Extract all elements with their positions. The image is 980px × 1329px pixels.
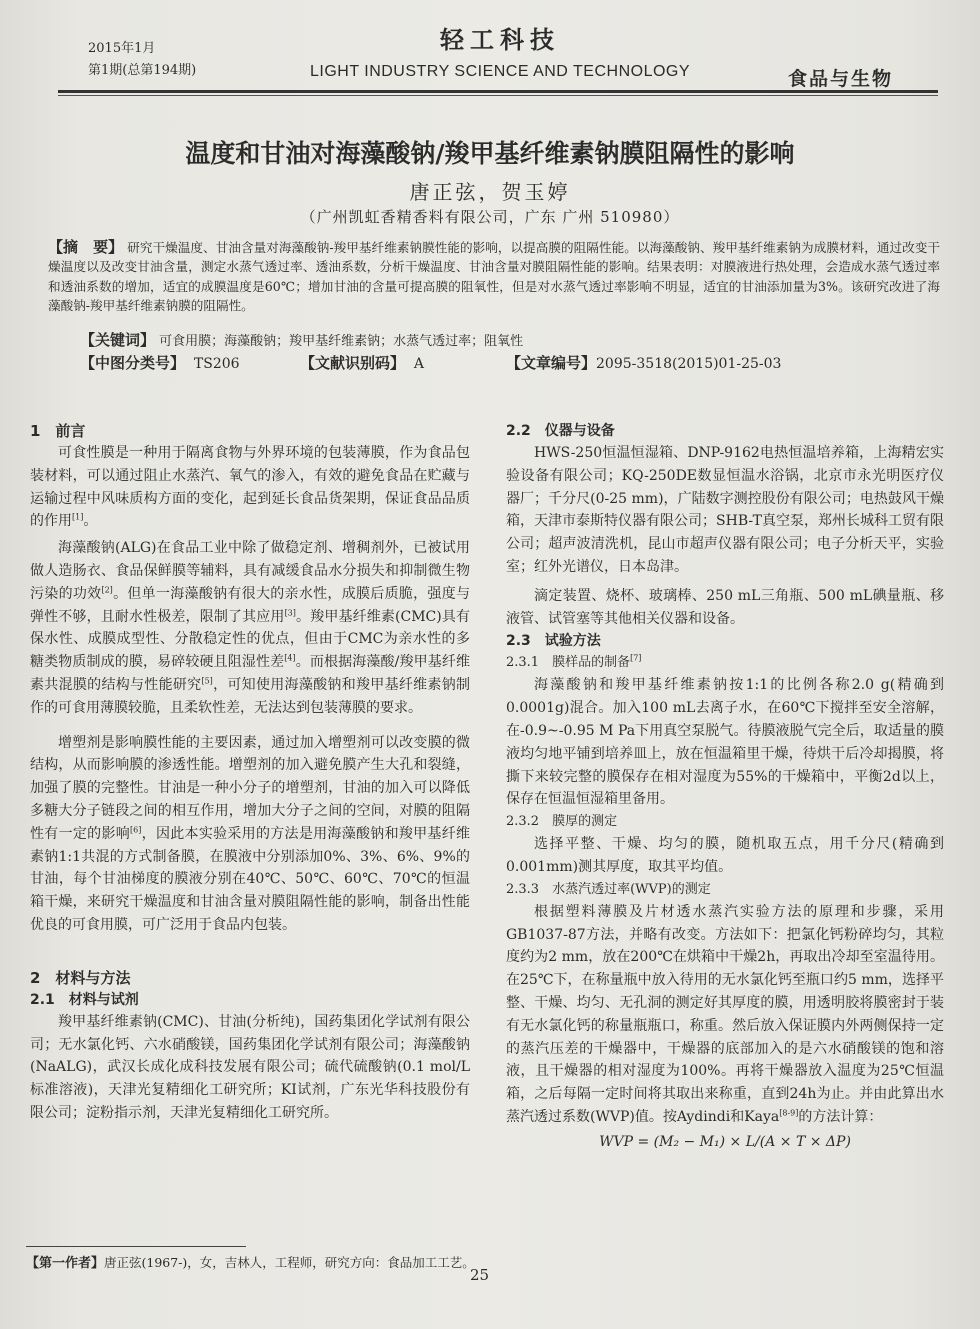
abstract-label: 【摘 要】: [48, 238, 124, 256]
paragraph-text: 海藻酸钠(ALG)在食品工业中除了做稳定剂、增稠剂外，已被试用做人造肠衣、食品保鲜膜等辅料，具有减缓食品水分损失和抑制微生物污染的功效: [30, 540, 470, 602]
clc-code: [80, 352, 240, 373]
article-number-label: 【文章编号】: [506, 354, 597, 372]
intro-paragraph-2: [30, 537, 470, 719]
doc-code-label: 【文献识别码】: [300, 354, 406, 372]
journal-name-cn: 轻工科技: [440, 25, 560, 54]
citation-ref: [5]: [201, 676, 213, 686]
article-authors: 唐正弦，贺玉婷: [409, 180, 571, 204]
section-heading-intro: 1 前言: [30, 422, 86, 440]
paragraph-text: 。而根据海藻酸/羧甲基纤维素共混膜的结构与性能研究: [30, 654, 471, 693]
paragraph-text: 。羧甲基纤维素(CMC)具有保水性、成膜成型性、分散稳定性的优点，但由于CMC为亲水性的多糖类物质制成的膜，易碎较硬且阻湿性差: [30, 608, 471, 671]
right-column: [506, 420, 944, 1154]
citation-ref: [4]: [284, 653, 296, 663]
journal-name-en: LIGHT INDUSTRY SCIENCE AND TECHNOLOGY: [309, 63, 691, 80]
header-rule-thin: [58, 95, 938, 96]
paragraph-text: 。: [83, 513, 98, 530]
keywords-label: 【关键词】: [80, 331, 156, 349]
citation-ref: [6]: [130, 825, 142, 835]
article-title: 温度和甘油对海藻酸钠/羧甲基纤维素钠膜阻隔性的影响: [185, 139, 795, 168]
footnote-rule: [26, 1246, 246, 1247]
paragraph-text: 根据塑料薄膜及片材透水蒸汽实验方法的原理和步骤，采用GB1037-87方法，并略有改变。方法如下：把氯化钙粉碎均匀，其粒度约为2 mm，放在200℃在烘箱中干燥2h，再取出冷却至室温待用。在25℃下，在称量瓶中放入待用的无水氯化钙至瓶口约5 mm，选择平整、干燥、均匀、无孔洞的测定好其厚度的膜，用透明胶将膜密封于装有无水氯化钙的称量瓶瓶口，称重。然后放入保证膜内外两侧保持一定的蒸汽压差的干燥器中，干燥器的底部加入的是六水硝酸镁的饱和溶液，且干燥器的相对湿度为100%。再将干燥器放入温度为25℃恒温箱，之后每隔一定时间将其取出来称重，直到24h为止。并由此算出水蒸汽透过系数(WVP)值。按Aydindi和Kaya: [506, 903, 944, 1125]
citation-ref: [7]: [630, 654, 642, 664]
header-rule: [58, 90, 938, 93]
paragraph-text: 可食性膜是一种用于隔离食物与外界环境的包装薄膜，作为食品包装材料，可以通过阻止水蒸汽、氧气的渗入，有效的避免食品在贮藏与运输过程中风味质构方面的变化，起到延长食品货架期，保证食品品质的作用: [30, 445, 470, 530]
thickness-paragraph: 选择平整、干燥、均匀的膜，随机取五点，用千分尺(精确到0.001mm)测其厚度，取其平均值。: [506, 836, 944, 875]
footnote-label: 【第一作者】: [26, 1256, 105, 1271]
article-number-value: 2095-3518(2015)01-25-03: [596, 356, 782, 372]
citation-ref: [8-9]: [779, 1108, 799, 1118]
citation-ref: [2]: [101, 585, 113, 595]
issue-number: 第1期(总第194期): [88, 63, 197, 78]
doc-code: [300, 352, 424, 373]
subsection-heading-materials: 2.1 材料与试剂: [30, 991, 139, 1008]
subsection-heading-test-methods: 2.3 试验方法: [506, 633, 601, 650]
intro-paragraph-1: [30, 442, 470, 533]
subsection-heading-equipment: 2.2 仪器与设备: [506, 423, 615, 439]
paragraph-text: 。但单一海藻酸钠有很大的亲水性，成膜后质脆，强度与弹性不够，且耐水性极差，限制了其应用: [30, 585, 471, 625]
equipment-paragraph: HWS-250恒温恒湿箱、DNP-9162电热恒温培养箱，上海精宏实验设备有限公司；KQ-250DE数显恒温水浴锅，北京市永光明医疗仪器厂；千分尺(0-25 mm)，广陆数字测控股份有限公司；电热鼓风干燥箱，天津市泰斯特仪器有限公司；SHB-T真空泵，郑州长城科工贸有限公司；超声波清洗机，昆山市超声仪器有限公司；电子分析天平，实验室；红外光谱仪，日本岛津。: [506, 445, 944, 575]
paragraph-text: ，因此本实验采用的方法是用海藻酸钠和羧甲基纤维素钠1:1共混的方式制备膜，在膜液中分别添加0%、3%、6%、9%的甘油，每个甘油梯度的膜液分别在40℃、50℃、60℃、70℃的恒温箱干燥，来研究干燥温度和甘油含量对膜阻隔性能的影响，制备出性能优良的可食用膜，可广泛用于食品内包装。: [30, 825, 471, 933]
citation-ref: [1]: [72, 512, 84, 522]
paragraph-text: ，可知使用海藻酸钠和羧甲基纤维素钠制作的可食用薄膜较脆，且柔软性差，无法达到包装薄膜的要求。: [30, 676, 471, 716]
section-heading-methods: 2 材料与方法: [30, 968, 131, 987]
clc-value: TS206: [193, 356, 240, 372]
page-number: 25: [470, 1266, 490, 1284]
abstract: [48, 238, 940, 315]
citation-ref: [3]: [284, 607, 296, 617]
subsubsection-heading-film-prep: [506, 652, 944, 674]
wvp-formula: WVP = (M₂ − M₁) × L/(A × T × ΔP): [599, 1133, 851, 1150]
equipment-paragraph-2: 滴定装置、烧杯、玻璃棒、250 mL三角瓶、500 mL碘量瓶、移液管、试管塞等其他相关仪器和设备。: [506, 587, 944, 627]
author-affiliation: （广州凯虹香精香料有限公司，广东 广州 510980）: [300, 208, 680, 226]
issue-date: 2015年1月: [88, 41, 156, 56]
keywords-text: 可食用膜；海藻酸钠；羧甲基纤维素钠；水蒸气透过率；阻氧性: [159, 334, 524, 349]
left-column: [30, 420, 470, 1125]
paragraph-text: 增塑剂是影响膜性能的主要因素，通过加入增塑剂可以改变膜的微结构，从而影响膜的渗透性能。增塑剂的加入避免膜产生大孔和裂缝，加强了膜的完整性。甘油是一种小分子的增塑剂，甘油的加入可以降低多糖大分子链段之间的相互作用，增加大分子之间的空间，对膜的阻隔性有一定的影响: [30, 734, 470, 842]
keywords: [80, 329, 523, 350]
issue-info: [88, 38, 196, 82]
footnote-text: 唐正弦(1967-)，女，吉林人，工程师，研究方向：食品加工工艺。: [104, 1255, 475, 1270]
abstract-text: 研究干燥温度、甘油含量对海藻酸钠-羧甲基纤维素钠膜性能的影响，以提高膜的阻隔性能。以海藻酸钠、羧甲基纤维素钠为成膜材料，通过改变干燥温度以及改变甘油含量，测定水蒸气透过率、透油系数，分析干燥温度、甘油含量对膜阻隔性能的影响。结果表明：对膜液进行热处理，会造成水蒸气透过率和透油系数的增加，适宜的成膜温度是60℃；增加甘油的含量可提高膜的阻氧性，但是对水蒸气透过率影响不明显，适宜的甘油添加量为3%。该研究改进了海藻酸钠-羧甲基纤维素钠膜的阻隔性。: [48, 240, 940, 313]
intro-paragraph-3: [30, 732, 470, 937]
subsubsection-heading-wvp: 2.3.3 水蒸汽透过率(WVP)的测定: [506, 881, 711, 897]
heading-text: 2.3.1 膜样品的制备: [506, 655, 631, 671]
author-footnote: [26, 1252, 475, 1271]
film-prep-paragraph: 海藻酸钠和羧甲基纤维素钠按1:1的比例各称2.0 g(精确到0.0001g)混合。加入100 mL去离子水，在60℃下搅拌至安全溶解，在-0.9~-0.95 M Pa下用真空泵脱气。待膜液脱气完全后，取适量的膜液均匀地平铺到培养皿上，放在恒温箱里干燥，待烘干后冷却揭膜，将撕下来较完整的膜保存在相对湿度为55%的干燥箱中，平衡2d以上，保存在恒温恒湿箱里备用。: [506, 677, 944, 808]
wvp-paragraph: [506, 901, 944, 1129]
section-name: 食品与生物: [788, 68, 894, 90]
paragraph-text: 的方法计算：: [798, 1108, 883, 1125]
article-number: [506, 352, 781, 373]
doc-code-value: A: [413, 356, 425, 372]
subsubsection-heading-thickness: 2.3.2 膜厚的测定: [506, 814, 618, 830]
journal-masthead: [250, 20, 750, 81]
materials-paragraph: 羧甲基纤维素钠(CMC)、甘油(分析纯)，国药集团化学试剂有限公司；无水氯化钙、六水硝酸镁，国药集团化学试剂有限公司；海藻酸钠(NaALG)，武汉长成化成科技发展有限公司；硫代硫酸钠(0.1 mol/L标准溶液)，天津光复精细化工研究所；KI试剂，广东光华科技股份有限公司；淀粉指示剂，天津光复精细化工研究所。: [30, 1013, 470, 1121]
clc-label: 【中图分类号】: [80, 354, 186, 372]
